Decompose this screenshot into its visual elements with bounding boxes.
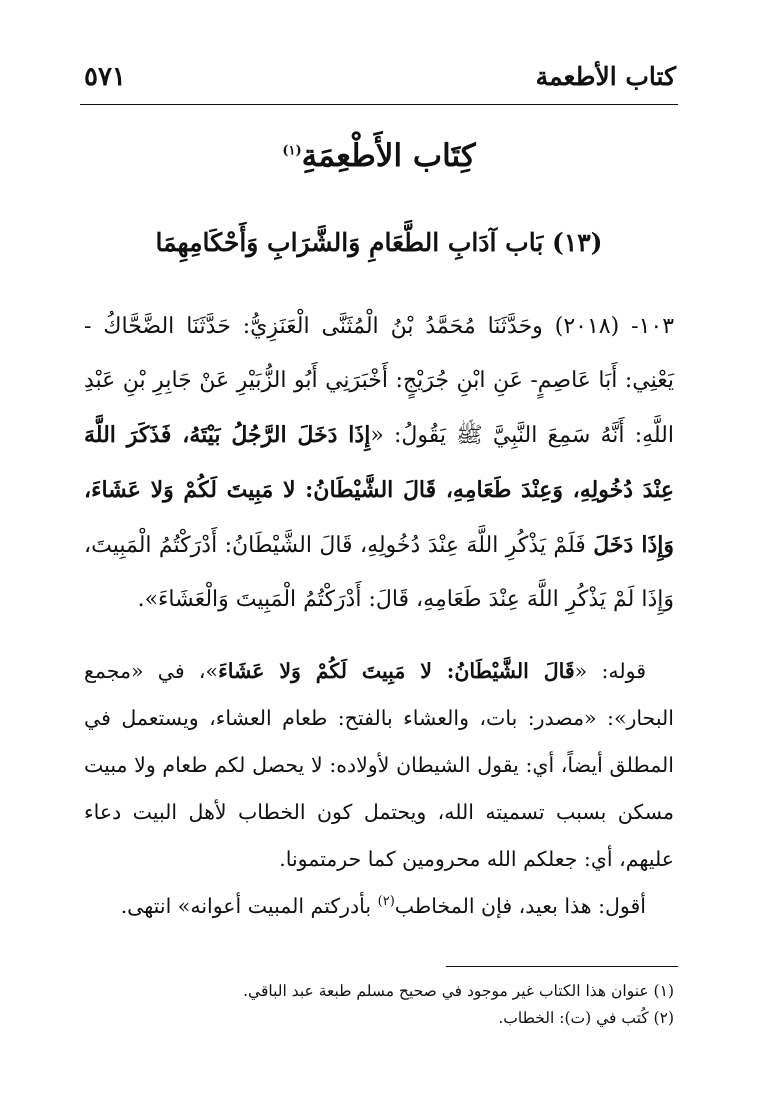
- footnote-ref-1[interactable]: (١): [282, 143, 302, 159]
- book-title: [0, 138, 758, 174]
- hadith-isnad: وحَدَّثَنَا مُحَمَّدُ بْنُ الْمُثَنَّى الْعَنَزِيُّ: حَدَّثَنَا الضَّحَّاكُ - يَعْنِي: أَبَا عَاصِمٍ- عَنِ ابْنِ جُرَيْجٍ: أَخْبَرَنِي أَبُو الزُّبَيْرِ عَنْ جَابِرِ بْنِ عَبْدِ اللَّهِ: أَنَّهُ سَمِعَ النَّبِيَّ ﷺ يَقُولُ: «: [84, 314, 674, 448]
- footnote-ref-2[interactable]: (٢): [377, 894, 395, 910]
- hadith-number: ١٠٣- (٢٠١٨): [554, 314, 675, 339]
- commentary-paragraph-2: [84, 883, 674, 930]
- hadith-matn-bold: إِذَا دَخَلَ الرَّجُلُ بَيْتَهُ، فَذَكَرَ اللَّهَ عِنْدَ دُخُولِهِ، وَعِنْدَ طَعَامِهِ، قَالَ الشَّيْطَانُ: لا مَبِيتَ لَكُمْ وَلا عَشَاءَ، وَإِذَا دَخَلَ: [84, 422, 674, 558]
- hadith-matn: فَلَمْ يَذْكُرِ اللَّهَ عِنْدَ دُخُولِهِ، قَالَ الشَّيْطَانُ: أَدْرَكْتُمُ الْمَبِيتَ، وَإِذَا لَمْ يَذْكُرِ اللَّهَ عِنْدَ طَعَامِهِ، قَالَ: أَدْرَكْتُمُ الْمَبِيتَ وَالْعَشَاءَ».: [84, 533, 674, 612]
- commentary-end: بأدركتم المبيت أعوانه» انتهى.: [120, 894, 378, 918]
- footnote-1: (١) عنوان هذا الكتاب غير موجود في صحيح مسلم طبعة عبد الباقي.: [243, 982, 674, 1000]
- commentary-quote: قَالَ الشَّيْطَانُ: لا مَبِيتَ لَكُمْ وَلا عَشَاءَ: [218, 659, 575, 683]
- page-number: ٥٧١: [84, 62, 126, 92]
- commentary-body: »، في «مجمع البحار»: «مصدر: بات، والعشاء بالفتح: طعام العشاء، ويستعمل في المطلق أيضاً، أي: يقول الشيطان لأولاده: لا يحصل لكم طعام ولا مبيت مسكن بسبب تسميته الله، ويحتمل كون الخطاب لأهل البيت دعاء عليهم، أي: جعلكم الله محرومين كما حرمتمونا.: [84, 659, 674, 871]
- running-title: كتاب الأطعمة: [535, 62, 676, 91]
- header-rule: [80, 104, 678, 105]
- running-header: [84, 62, 676, 102]
- commentary-lead: قوله: «: [574, 659, 646, 683]
- hadith-text: [84, 300, 674, 627]
- commentary-aqul: أقول: هذا بعيد، فإن المخاطب: [394, 894, 646, 918]
- chapter-title: (١٣) بَاب آدَابِ الطَّعَامِ وَالشَّرَابِ وَأَحْكَامِهِمَا: [155, 228, 603, 257]
- footnote-2: (٢) كُتب في (ت): الخطاب.: [498, 1009, 674, 1027]
- book-title-text: كِتَاب الأَطْعِمَةِ: [301, 138, 476, 174]
- footnote-rule: [446, 966, 678, 967]
- footnotes: [84, 978, 674, 1032]
- commentary-paragraph-1: [84, 648, 674, 883]
- commentary: [84, 648, 674, 930]
